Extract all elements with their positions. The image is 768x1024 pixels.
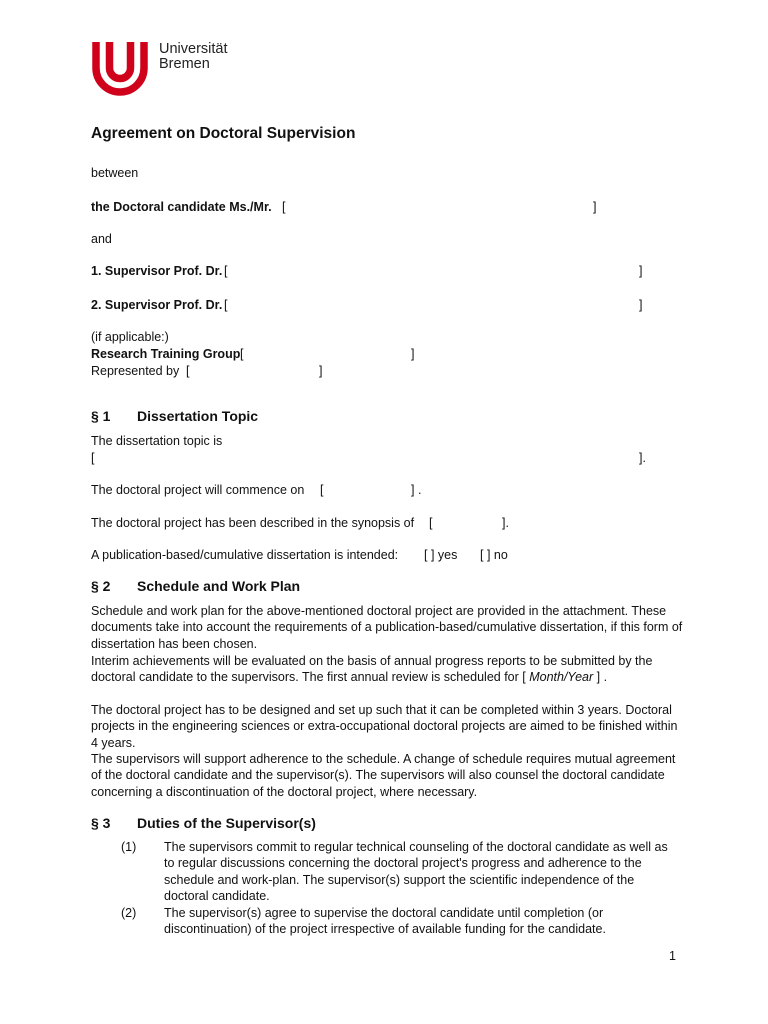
if-applicable-text: (if applicable:) [91, 330, 169, 344]
annual-review-placeholder[interactable]: Month/Year [529, 670, 594, 685]
candidate-field-close[interactable]: ] [593, 200, 597, 214]
supervisor1-field-open[interactable]: [ [224, 264, 228, 278]
topic-field-open[interactable]: [ [91, 451, 95, 465]
logo-text-line1: Universität [159, 41, 228, 57]
supervisor2-label: 2. Supervisor Prof. Dr. [91, 298, 223, 312]
duty-item-number: (1) [121, 840, 137, 854]
page-number: 1 [669, 949, 676, 963]
schedule-paragraph-3: The doctoral project has to be designed and set up such that it can be completed within 3 years. Doctoral projects in the engineering sciences or extra-occupational doctoral projects are aimed to be finished within 4 years. [91, 703, 678, 750]
duty-item-number: (2) [121, 906, 137, 920]
represented-label: Represented by [91, 364, 180, 378]
university-logo-icon [91, 42, 149, 96]
publication-text: A publication-based/cumulative dissertation is intended: [91, 548, 399, 562]
candidate-field-open[interactable]: [ [282, 200, 286, 214]
section3-title: Duties of the Supervisor(s) [137, 815, 316, 831]
section2-number: § 2 [91, 578, 111, 594]
document-title: Agreement on Doctoral Supervision [91, 125, 356, 142]
section3-number: § 3 [91, 815, 111, 831]
publication-no-checkbox[interactable]: [ ] no [480, 548, 508, 562]
logo-text-line2: Bremen [159, 56, 210, 72]
synopsis-field-open[interactable]: [ [429, 516, 433, 530]
synopsis-text: The doctoral project has been described in the synopsis of [91, 516, 415, 530]
schedule-paragraph-1: Schedule and work plan for the above-mentioned doctoral project are provided in the attachment. These documents take into account the requirements of a publication-based/cumulative dissertation, if this form of dissertation has been chosen. [91, 604, 683, 651]
commence-field-open[interactable]: [ [320, 483, 324, 497]
duty-item-text: The supervisor(s) agree to supervise the doctoral candidate until completion (or discontinuation) of the project irrespective of available funding for the candidate. [164, 906, 606, 937]
commence-text: The doctoral project will commence on [91, 483, 305, 497]
commence-field-close[interactable]: ] . [411, 483, 422, 497]
rtg-field-open[interactable]: [ [240, 347, 244, 361]
schedule-paragraph-2 [91, 653, 687, 686]
represented-field-close[interactable]: ] [319, 364, 323, 378]
supervisor1-field-close[interactable]: ] [639, 264, 643, 278]
section1-title: Dissertation Topic [137, 408, 259, 424]
topic-intro: The dissertation topic is [91, 434, 223, 448]
represented-field-open[interactable]: [ [186, 364, 190, 378]
supervisor2-field-open[interactable]: [ [224, 298, 228, 312]
schedule-paragraph-4: The supervisors will support adherence to the schedule. A change of schedule requires mutual agreement of the doctoral candidate and the supervisor(s). The supervisors will also counsel the doctoral candidate concerning a discontinuation of the doctoral project, where necessary. [91, 752, 676, 799]
section1-number: § 1 [91, 408, 111, 424]
publication-yes-checkbox[interactable]: [ ] yes [424, 548, 458, 562]
supervisor2-field-close[interactable]: ] [639, 298, 643, 312]
topic-field-close[interactable]: ]. [639, 451, 646, 465]
candidate-label: the Doctoral candidate Ms./Mr. [91, 200, 272, 214]
between-text: between [91, 166, 139, 180]
supervisor1-label: 1. Supervisor Prof. Dr. [91, 264, 223, 278]
schedule-paragraph-2-start: Interim achievements will be evaluated on the basis of annual progress reports to be submitted by the doctoral candidate to the supervisors. The first annual review is scheduled for [ [91, 654, 653, 685]
and-text: and [91, 232, 112, 246]
schedule-paragraph-2-end: ] . [596, 670, 608, 685]
rtg-label: Research Training Group [91, 347, 241, 361]
section2-title: Schedule and Work Plan [137, 578, 301, 594]
rtg-field-close[interactable]: ] [411, 347, 415, 361]
duty-item-text: The supervisors commit to regular technical counseling of the doctoral candidate as well as to regular discussions concerning the doctoral project's progress and adherence to the schedule and work-plan. The supervisor(s) support the scientific independence of the doctoral candidate. [164, 840, 668, 904]
synopsis-field-close[interactable]: ]. [502, 516, 509, 530]
